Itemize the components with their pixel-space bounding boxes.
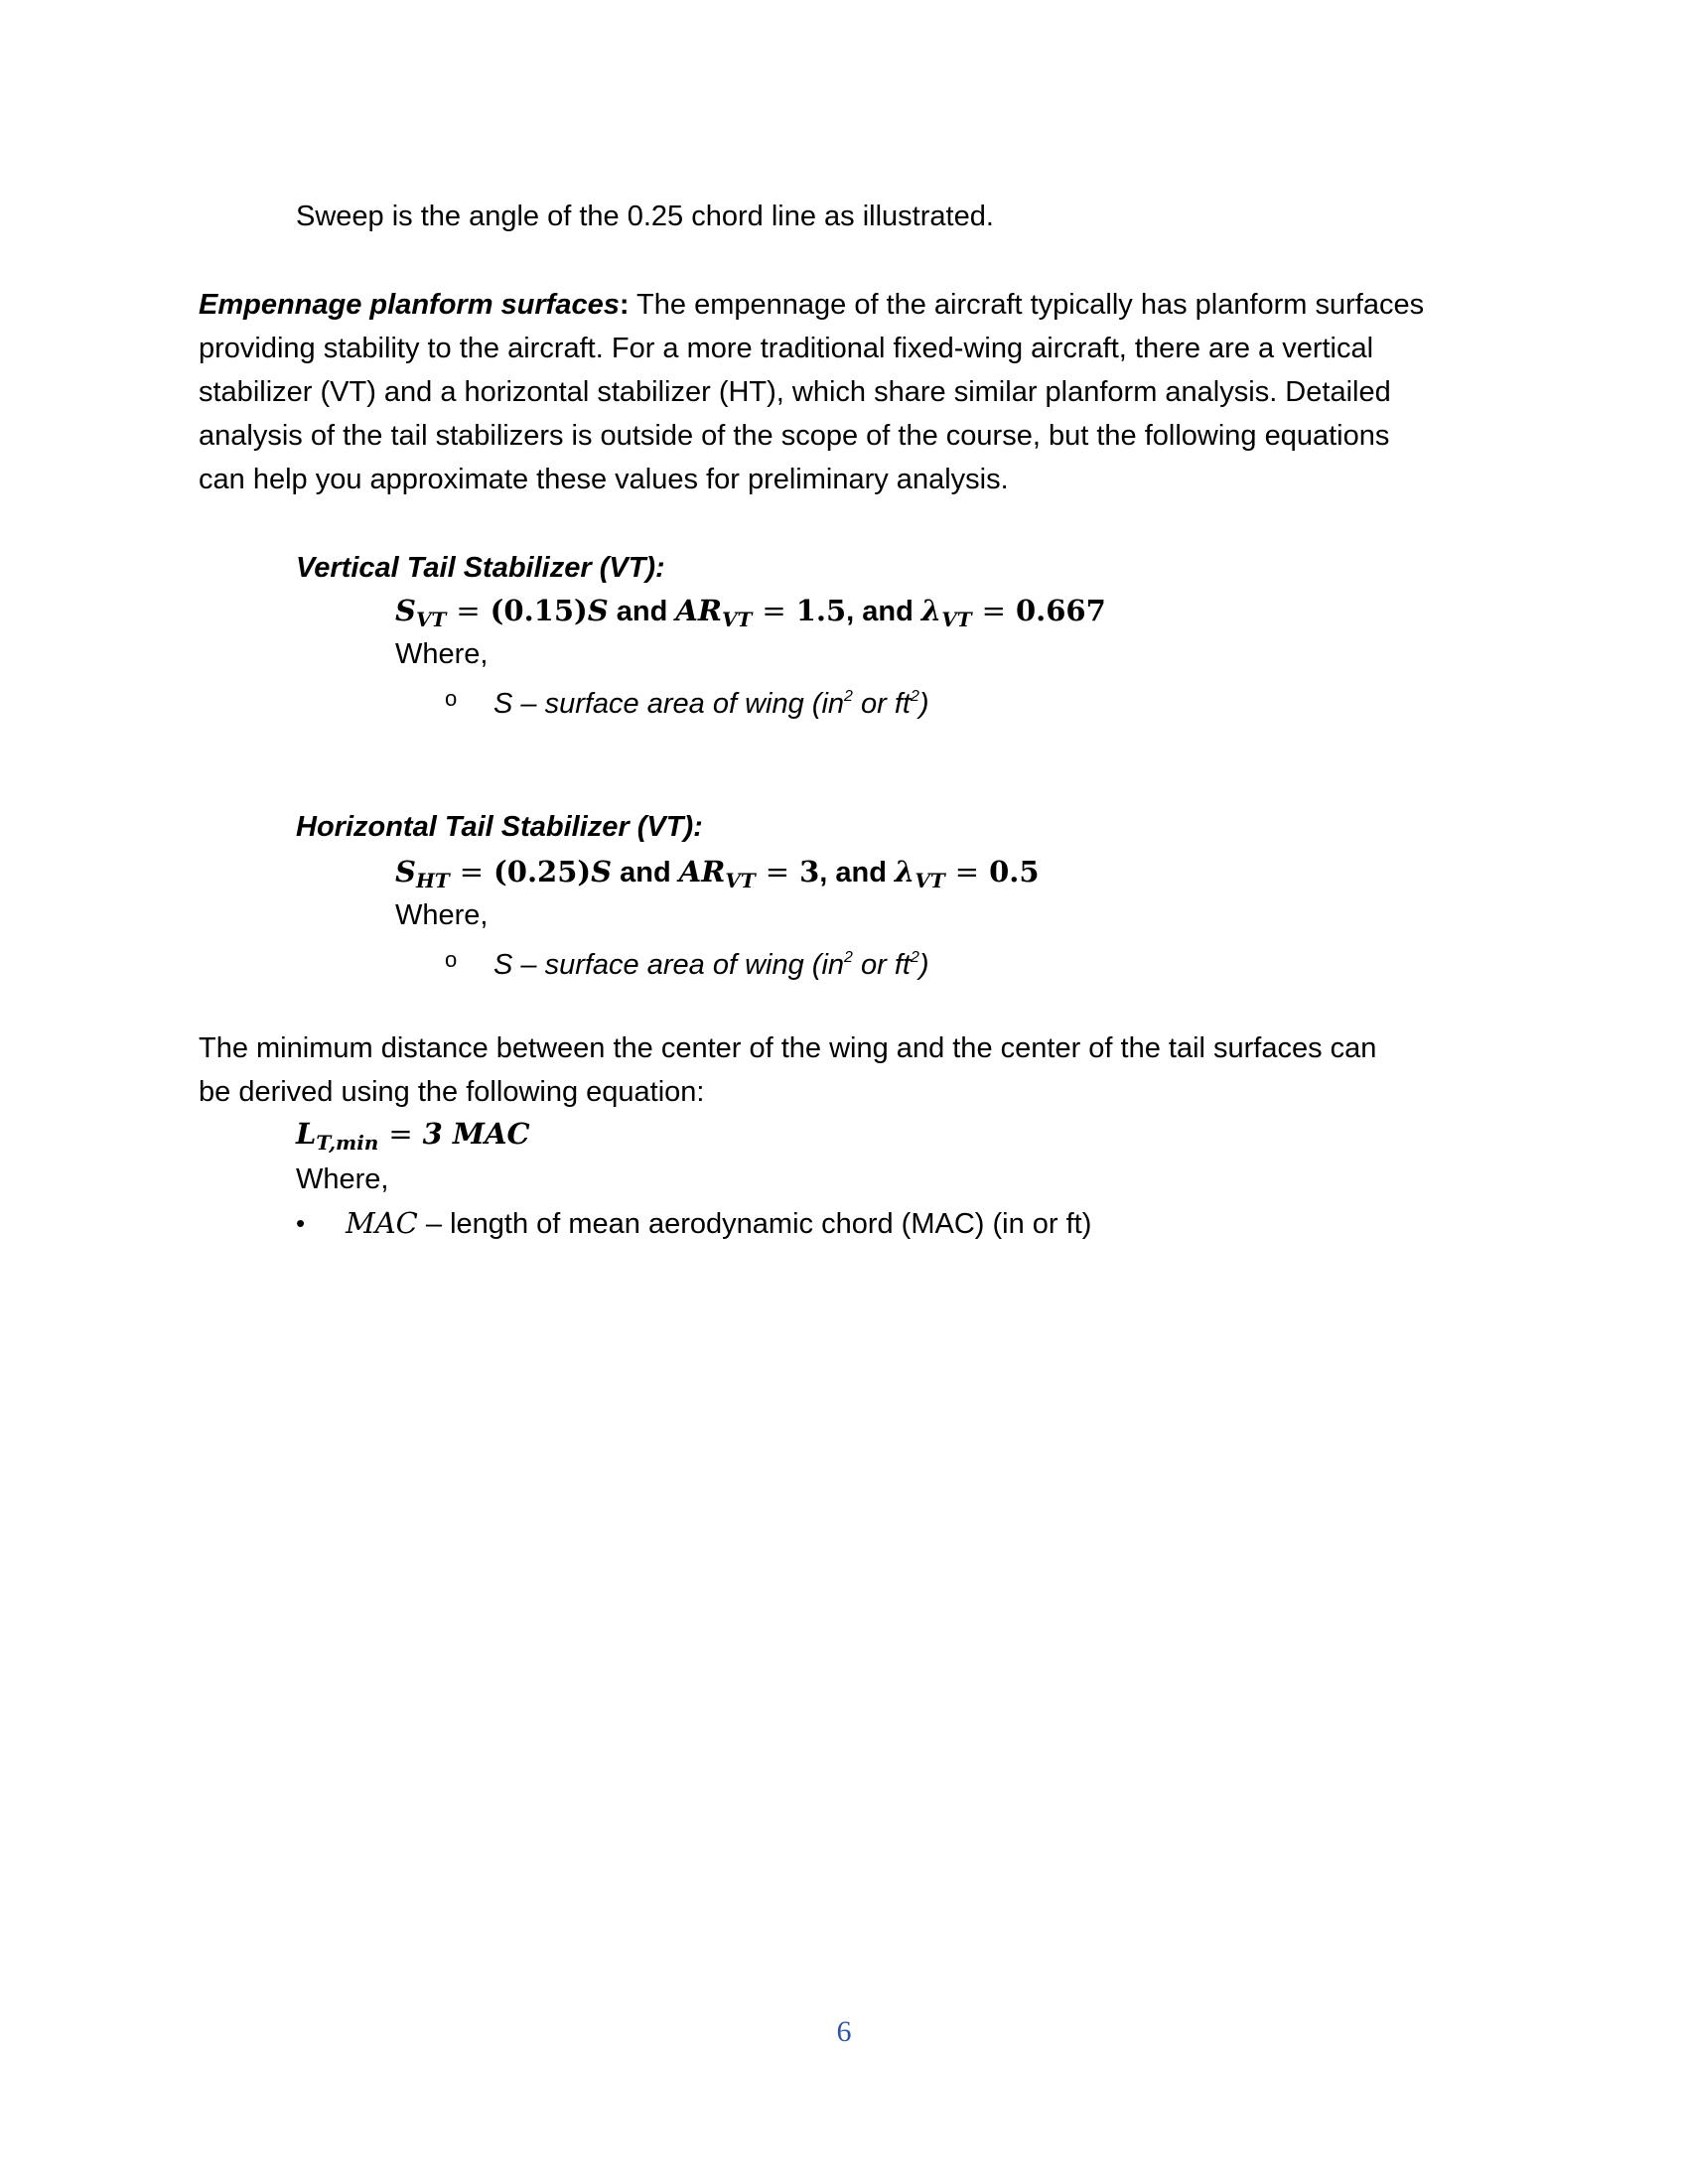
distance-line-1: The minimum distance between the center of the wing and the center of the tail surfaces can <box>199 1032 1377 1064</box>
empennage-line-5: can help you approximate these values for preliminary analysis. <box>199 464 1009 495</box>
ht-bullet-icon: o <box>445 947 458 972</box>
distance-line-2: be derived using the following equation: <box>199 1076 705 1108</box>
empennage-line-3: stabilizer (VT) and a horizontal stabilizer (HT), which share similar planform analysis. Detailed <box>199 376 1391 408</box>
vt-variable-item: S – surface area of wing ($in^2$ or $ft^2$) <box>493 688 929 720</box>
empennage-line-2: providing stability to the aircraft. For a more traditional fixed-wing aircraft, there are a vertical <box>199 333 1374 364</box>
distance-paragraph <box>199 1026 1489 1114</box>
ht-heading: Horizontal Tail Stabilizer (VT): <box>296 811 703 843</box>
ht-equation: $S_{HT} = (0.25)S$ and $AR_{VT} = 3$, and $\lambda_{VT} = 0.5$ <box>395 855 1040 892</box>
mac-bullet-icon: • <box>296 1208 306 1238</box>
empennage-paragraph <box>199 283 1489 501</box>
page-number: 6 <box>836 2015 852 2048</box>
empennage-heading: Empennage planform surfaces <box>199 289 620 321</box>
distance-where: Where, <box>296 1163 389 1195</box>
vt-bullet-icon: o <box>445 686 458 711</box>
ht-variable-item: S – surface area of wing ($in^2$ or $ft^2$) <box>493 949 929 981</box>
ht-where: Where, <box>395 899 489 931</box>
empennage-line-4: analysis of the tail stabilizers is outside of the scope of the course, but the following equations <box>199 420 1390 452</box>
lt-min-equation: $L_{T,min} = 3$ MAC <box>296 1117 530 1155</box>
vt-where: Where, <box>395 638 489 670</box>
vt-heading: Vertical Tail Stabilizer (VT): <box>296 552 665 584</box>
intro-line: Sweep is the angle of the 0.25 chord line as illustrated. <box>296 201 994 232</box>
vt-equation: $S_{VT} = (0.15)S$ and $AR_{VT} = 1.5$, and $\lambda_{VT} = 0.667$ <box>395 594 1106 631</box>
mac-item: MAC – length of mean aerodynamic chord (MAC) (in or ft) <box>346 1206 1092 1240</box>
empennage-line-1: Empennage planform surfaces: The empennage of the aircraft typically has planform surfaces <box>199 289 1425 321</box>
